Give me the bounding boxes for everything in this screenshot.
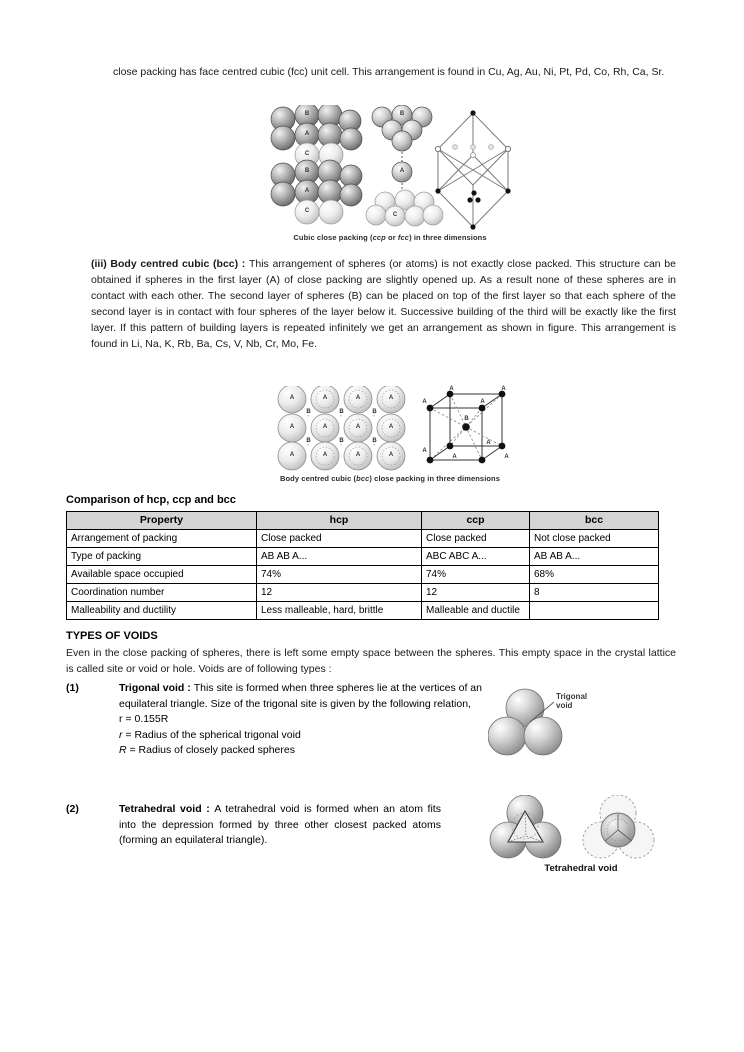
bcc-section-paragraph: [91, 256, 676, 352]
tetrahedral-void-title: Tetrahedral void: [119, 803, 202, 815]
bcc-figure-caption: [265, 474, 515, 483]
table-header-property: Property: [67, 512, 257, 530]
bcc-cube-label-3: A: [480, 399, 485, 405]
bcc-cube-label-6: A: [452, 454, 457, 460]
cell-property: Coordination number: [67, 584, 257, 602]
bcc-caption-suffix: ) close packing in three dimensions: [369, 474, 501, 483]
bcc-sphere-label-b2: A: [322, 424, 328, 430]
cell-hcp: Close packed: [257, 530, 422, 548]
cell-bcc: 68%: [530, 566, 659, 584]
ccp-label-C1: C: [304, 151, 310, 157]
tetrahedral-void-right-cluster: [583, 795, 654, 858]
ccp-label-C2: C: [304, 208, 310, 214]
comparison-heading: Comparison of hcp, ccp and bcc: [66, 494, 236, 506]
bcc-sphere-label-a2: A: [322, 395, 328, 401]
bcc-sphere-label-c4: A: [388, 452, 394, 458]
cell-bcc: AB AB A...: [530, 548, 659, 566]
table-header-row: [67, 512, 659, 530]
bcc-sphere-label-c3: A: [355, 452, 361, 458]
ccp-figure-caption: [265, 233, 515, 242]
cell-ccp: Malleable and ductile: [422, 602, 530, 620]
bcc-sphere-label-a1: A: [289, 395, 295, 401]
table-row: [67, 566, 659, 584]
tetrahedral-void-lead: A tetrahedral void is formed when an atom fits into the depression formed by three other closest packed atoms (forming an equilateral triangle).: [119, 803, 441, 846]
tetrahedral-void-figure: [486, 795, 676, 880]
void-item-body-1: [119, 681, 486, 759]
trigonal-void-r-symbol: r: [119, 728, 123, 741]
trigonal-void-figure: [488, 688, 668, 763]
ccp-figure: [265, 105, 515, 240]
bcc-cube-label-5: A: [422, 448, 427, 454]
bcc-sphere-label-c1: A: [289, 452, 295, 458]
bcc-unit-cube: [427, 391, 506, 464]
cell-bcc: [530, 602, 659, 620]
cell-ccp: Close packed: [422, 530, 530, 548]
bcc-caption-prefix: Body centred cubic (: [279, 474, 357, 483]
cell-property: Malleability and ductility: [67, 602, 257, 620]
trigonal-void-label-line1: Trigonal: [556, 692, 588, 701]
trigonal-void-label-line2: void: [556, 701, 573, 710]
ccp-caption-ccp: ccp: [372, 233, 386, 242]
cell-hcp: 74%: [257, 566, 422, 584]
voids-intro-paragraph: [66, 645, 676, 677]
bcc-cube-centre-label: B: [464, 416, 469, 422]
ccp-stack-column: [271, 105, 362, 224]
void-item-tetrahedral: [66, 802, 441, 849]
table-header-hcp: hcp: [257, 512, 422, 530]
bcc-cube-label-1: A: [422, 399, 427, 405]
bcc-between-label-5: B: [339, 438, 344, 444]
intro-paragraph-text: close packing has face centred cubic (fcc) unit cell. This arrangement is found in Cu, Ag, Au, Ni, Pt, Pd, Co, Rh, Ca, Sr.: [113, 66, 665, 78]
cell-hcp: AB AB A...: [257, 548, 422, 566]
void-item-number-2: (2): [66, 803, 79, 815]
void-item-trigonal: [66, 681, 486, 759]
bcc-figure-svg: [275, 386, 515, 471]
trigonal-void-lead: This site is formed when three spheres lie at the vertices of an equilateral triangle. Size of the trigonal site is given by the following relation,: [119, 682, 482, 710]
tetrahedral-void-left-cluster: [490, 795, 561, 858]
bcc-section-colon: :: [238, 258, 249, 270]
cell-ccp: 74%: [422, 566, 530, 584]
bcc-cube-label-4: A: [501, 386, 506, 392]
bcc-section-title: Body centred cubic (bcc): [110, 258, 239, 270]
ccp-caption-prefix: Cubic close packing (: [293, 233, 373, 242]
cell-ccp: ABC ABC A...: [422, 548, 530, 566]
cell-bcc: 8: [530, 584, 659, 602]
bcc-sphere-label-a3: A: [355, 395, 361, 401]
bcc-sphere-label-a4: A: [388, 395, 394, 401]
bcc-caption-bcc: bcc: [356, 474, 370, 483]
trigonal-void-colon: :: [184, 682, 194, 694]
bcc-sphere-label-c2: A: [322, 452, 328, 458]
bcc-cube-label-2: A: [449, 386, 454, 392]
bcc-section-number: (iii): [91, 258, 107, 270]
table-row: [67, 602, 659, 620]
trigonal-void-R-symbol: R: [119, 744, 127, 756]
bcc-figure: [275, 386, 515, 471]
cell-hcp: Less malleable, hard, brittle: [257, 602, 422, 620]
ccp-caption-mid: or: [385, 233, 398, 242]
ccp-exploded-label-C: C: [392, 212, 398, 218]
bcc-cube-label-8: A: [504, 454, 509, 460]
bcc-section-text: This arrangement of spheres (or atoms) is not exactly close packed. This structure can be obtained if spheres in the first layer (A) of close packing are slightly opened up. As a result none of these spheres are in contact with each other. The second layer of spheres (B) can be placed on top of the first layer so that each sphere of the second layer is in contact with four spheres of the layer below it. Successive building of the third will be exactly like the first layer. If this pattern of building layers is repeated infinitely we get an arrangement as shown in figure. This arrangement is found in Li, Na, K, Rb, Ba, Cs, V, Nb, Cr, Mo, Fe.: [91, 258, 676, 350]
bcc-layer-grid: [278, 386, 405, 470]
ccp-label-B2: B: [304, 168, 310, 174]
trigonal-void-label: [556, 692, 626, 710]
void-item-body-2: [119, 802, 441, 849]
voids-heading: TYPES OF VOIDS: [66, 630, 158, 642]
ccp-figure-svg: [265, 105, 515, 240]
ccp-label-A1: A: [304, 131, 310, 137]
ccp-exploded-label-B: B: [399, 111, 405, 117]
ccp-caption-fcc: fcc: [397, 233, 410, 242]
bcc-between-label-4: B: [306, 438, 311, 444]
cell-hcp: 12: [257, 584, 422, 602]
cell-property: Arrangement of packing: [67, 530, 257, 548]
trigonal-void-title: Trigonal void: [119, 682, 185, 694]
voids-intro-text: Even in the close packing of spheres, there is left some empty space between the spheres. This empty space in the crystal lattice is called site or void or hole. Voids are of following types :: [66, 647, 676, 675]
bcc-between-label-2: B: [339, 409, 344, 415]
bcc-sphere-label-b4: A: [388, 424, 394, 430]
trigonal-void-r-def: = Radius of the spherical trigonal void: [122, 728, 301, 741]
trigonal-void-formula: r = 0.155R: [119, 713, 169, 725]
bcc-between-label-1: B: [306, 409, 311, 415]
table-row: [67, 548, 659, 566]
ccp-unit-cell: [435, 110, 510, 229]
table-header-ccp: ccp: [422, 512, 530, 530]
tetrahedral-void-colon: :: [201, 803, 215, 815]
void-item-number-1: (1): [66, 682, 79, 694]
ccp-exploded-label-A: A: [399, 168, 405, 174]
bcc-sphere-label-b3: A: [355, 424, 361, 430]
tetrahedral-void-label: Tetrahedral void: [544, 863, 618, 874]
ccp-caption-suffix: ) in three dimensions: [409, 233, 487, 242]
cell-bcc: Not close packed: [530, 530, 659, 548]
ccp-label-B1: B: [304, 111, 310, 117]
cell-property: Available space occupied: [67, 566, 257, 584]
bcc-sphere-label-b1: A: [289, 424, 295, 430]
bcc-between-label-3: B: [372, 409, 377, 415]
table-row: [67, 584, 659, 602]
ccp-exploded-layers: [366, 105, 443, 226]
table-row: [67, 530, 659, 548]
bcc-between-label-6: B: [372, 438, 377, 444]
cell-ccp: 12: [422, 584, 530, 602]
intro-paragraph: [113, 64, 678, 80]
table-header-bcc: bcc: [530, 512, 659, 530]
ccp-label-A2: A: [304, 188, 310, 194]
comparison-table: [66, 511, 659, 620]
cell-property: Type of packing: [67, 548, 257, 566]
bcc-cube-label-7: A: [486, 440, 491, 446]
trigonal-void-R-def: = Radius of closely packed spheres: [126, 744, 295, 756]
